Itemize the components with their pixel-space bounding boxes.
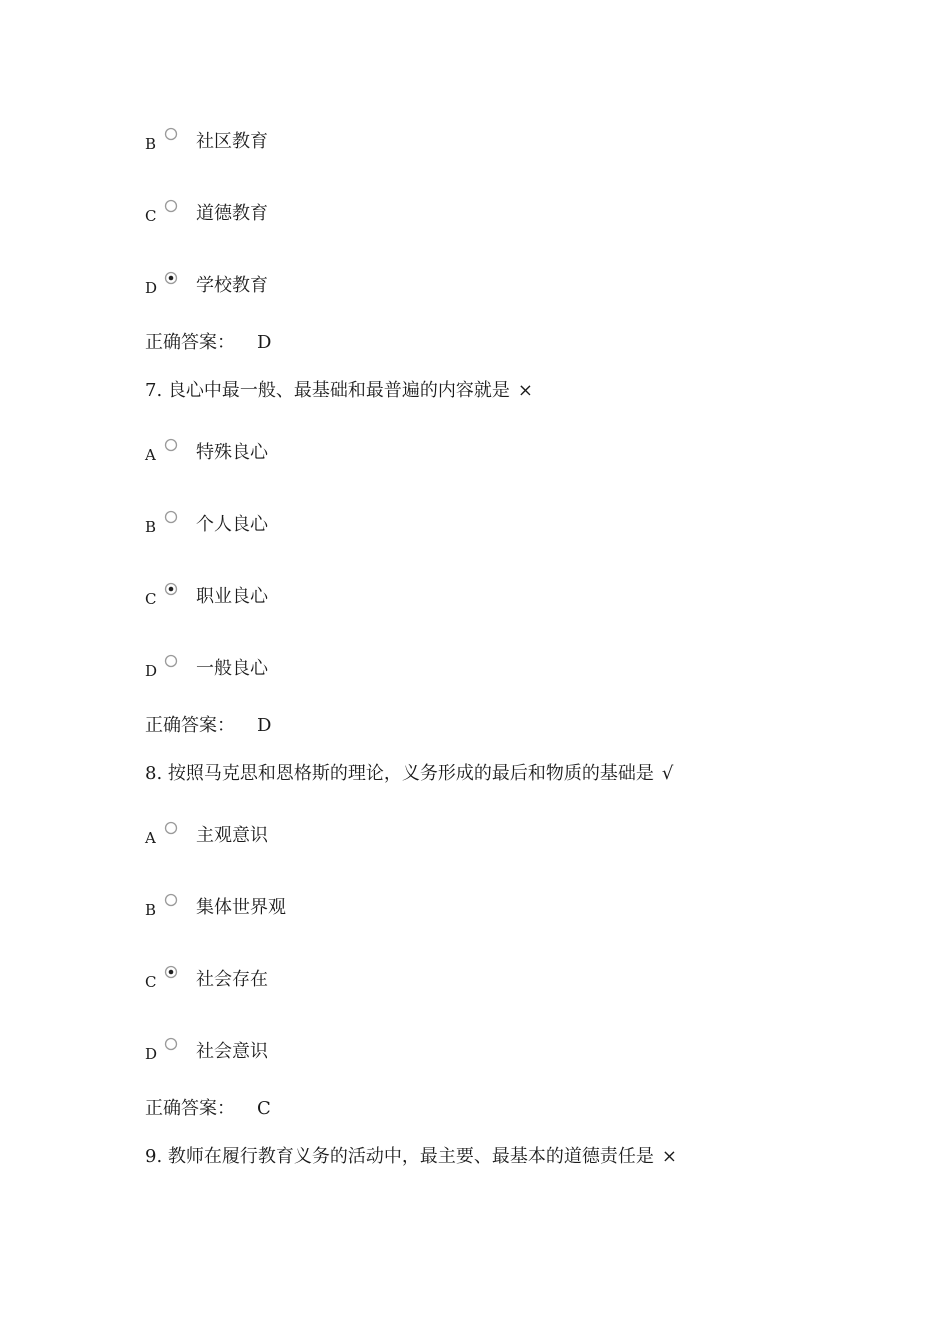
option-row — [145, 893, 545, 923]
option-letter: D — [145, 1045, 158, 1063]
radio-unselected-icon[interactable] — [164, 510, 178, 524]
option-letter: D — [145, 662, 158, 680]
correct-answer — [145, 332, 271, 354]
option-text: 社会意识 — [196, 1041, 268, 1062]
option-letter: C — [145, 590, 157, 608]
option-text: 社会存在 — [196, 969, 268, 990]
option-letter: C — [145, 973, 157, 991]
option-letter: B — [145, 901, 157, 919]
option-row — [145, 510, 545, 540]
answer-label: 正确答案： — [145, 332, 235, 353]
correct-mark-icon: √ — [661, 763, 674, 784]
option-row — [145, 438, 545, 468]
radio-unselected-icon[interactable] — [164, 821, 178, 835]
radio-unselected-icon[interactable] — [164, 127, 178, 141]
answer-value: C — [257, 1098, 271, 1119]
question-text: 8. 按照马克思和恩格斯的理论，义务形成的最后和物质的基础是 — [145, 763, 654, 784]
option-letter: C — [145, 207, 157, 225]
question-title — [145, 763, 673, 785]
radio-unselected-icon[interactable] — [164, 654, 178, 668]
option-row — [145, 127, 545, 157]
option-row — [145, 199, 545, 229]
option-text: 集体世界观 — [196, 897, 286, 918]
option-text: 社区教育 — [196, 131, 268, 152]
radio-unselected-icon[interactable] — [164, 1037, 178, 1051]
radio-selected-icon[interactable] — [164, 582, 178, 596]
option-row — [145, 1037, 545, 1067]
radio-selected-icon[interactable] — [164, 271, 178, 285]
option-row — [145, 271, 545, 301]
question-title — [145, 1146, 677, 1168]
wrong-mark-icon: × — [661, 1146, 677, 1167]
option-row — [145, 582, 545, 612]
answer-label: 正确答案： — [145, 715, 235, 736]
radio-selected-icon[interactable] — [164, 965, 178, 979]
option-letter: A — [145, 829, 156, 847]
answer-label: 正确答案： — [145, 1098, 235, 1119]
option-letter: A — [145, 446, 156, 464]
option-letter: B — [145, 518, 157, 536]
option-text: 道德教育 — [196, 203, 268, 224]
option-letter: B — [145, 135, 157, 153]
option-text: 特殊良心 — [196, 442, 268, 463]
option-text: 个人良心 — [196, 514, 268, 535]
option-text: 主观意识 — [196, 825, 268, 846]
question-text: 7. 良心中最一般、最基础和最普遍的内容就是 — [145, 380, 510, 401]
correct-answer — [145, 1098, 271, 1120]
wrong-mark-icon: × — [517, 380, 533, 401]
answer-value: D — [257, 332, 272, 353]
radio-unselected-icon[interactable] — [164, 199, 178, 213]
option-row — [145, 965, 545, 995]
option-text: 一般良心 — [196, 658, 268, 679]
radio-unselected-icon[interactable] — [164, 893, 178, 907]
answer-value: D — [257, 715, 272, 736]
correct-answer — [145, 715, 271, 737]
option-letter: D — [145, 279, 158, 297]
option-row — [145, 654, 545, 684]
option-text: 学校教育 — [196, 275, 268, 296]
question-text: 9. 教师在履行教育义务的活动中，最主要、最基本的道德责任是 — [145, 1146, 654, 1167]
option-row — [145, 821, 545, 851]
question-title — [145, 380, 533, 402]
radio-unselected-icon[interactable] — [164, 438, 178, 452]
option-text: 职业良心 — [196, 586, 268, 607]
